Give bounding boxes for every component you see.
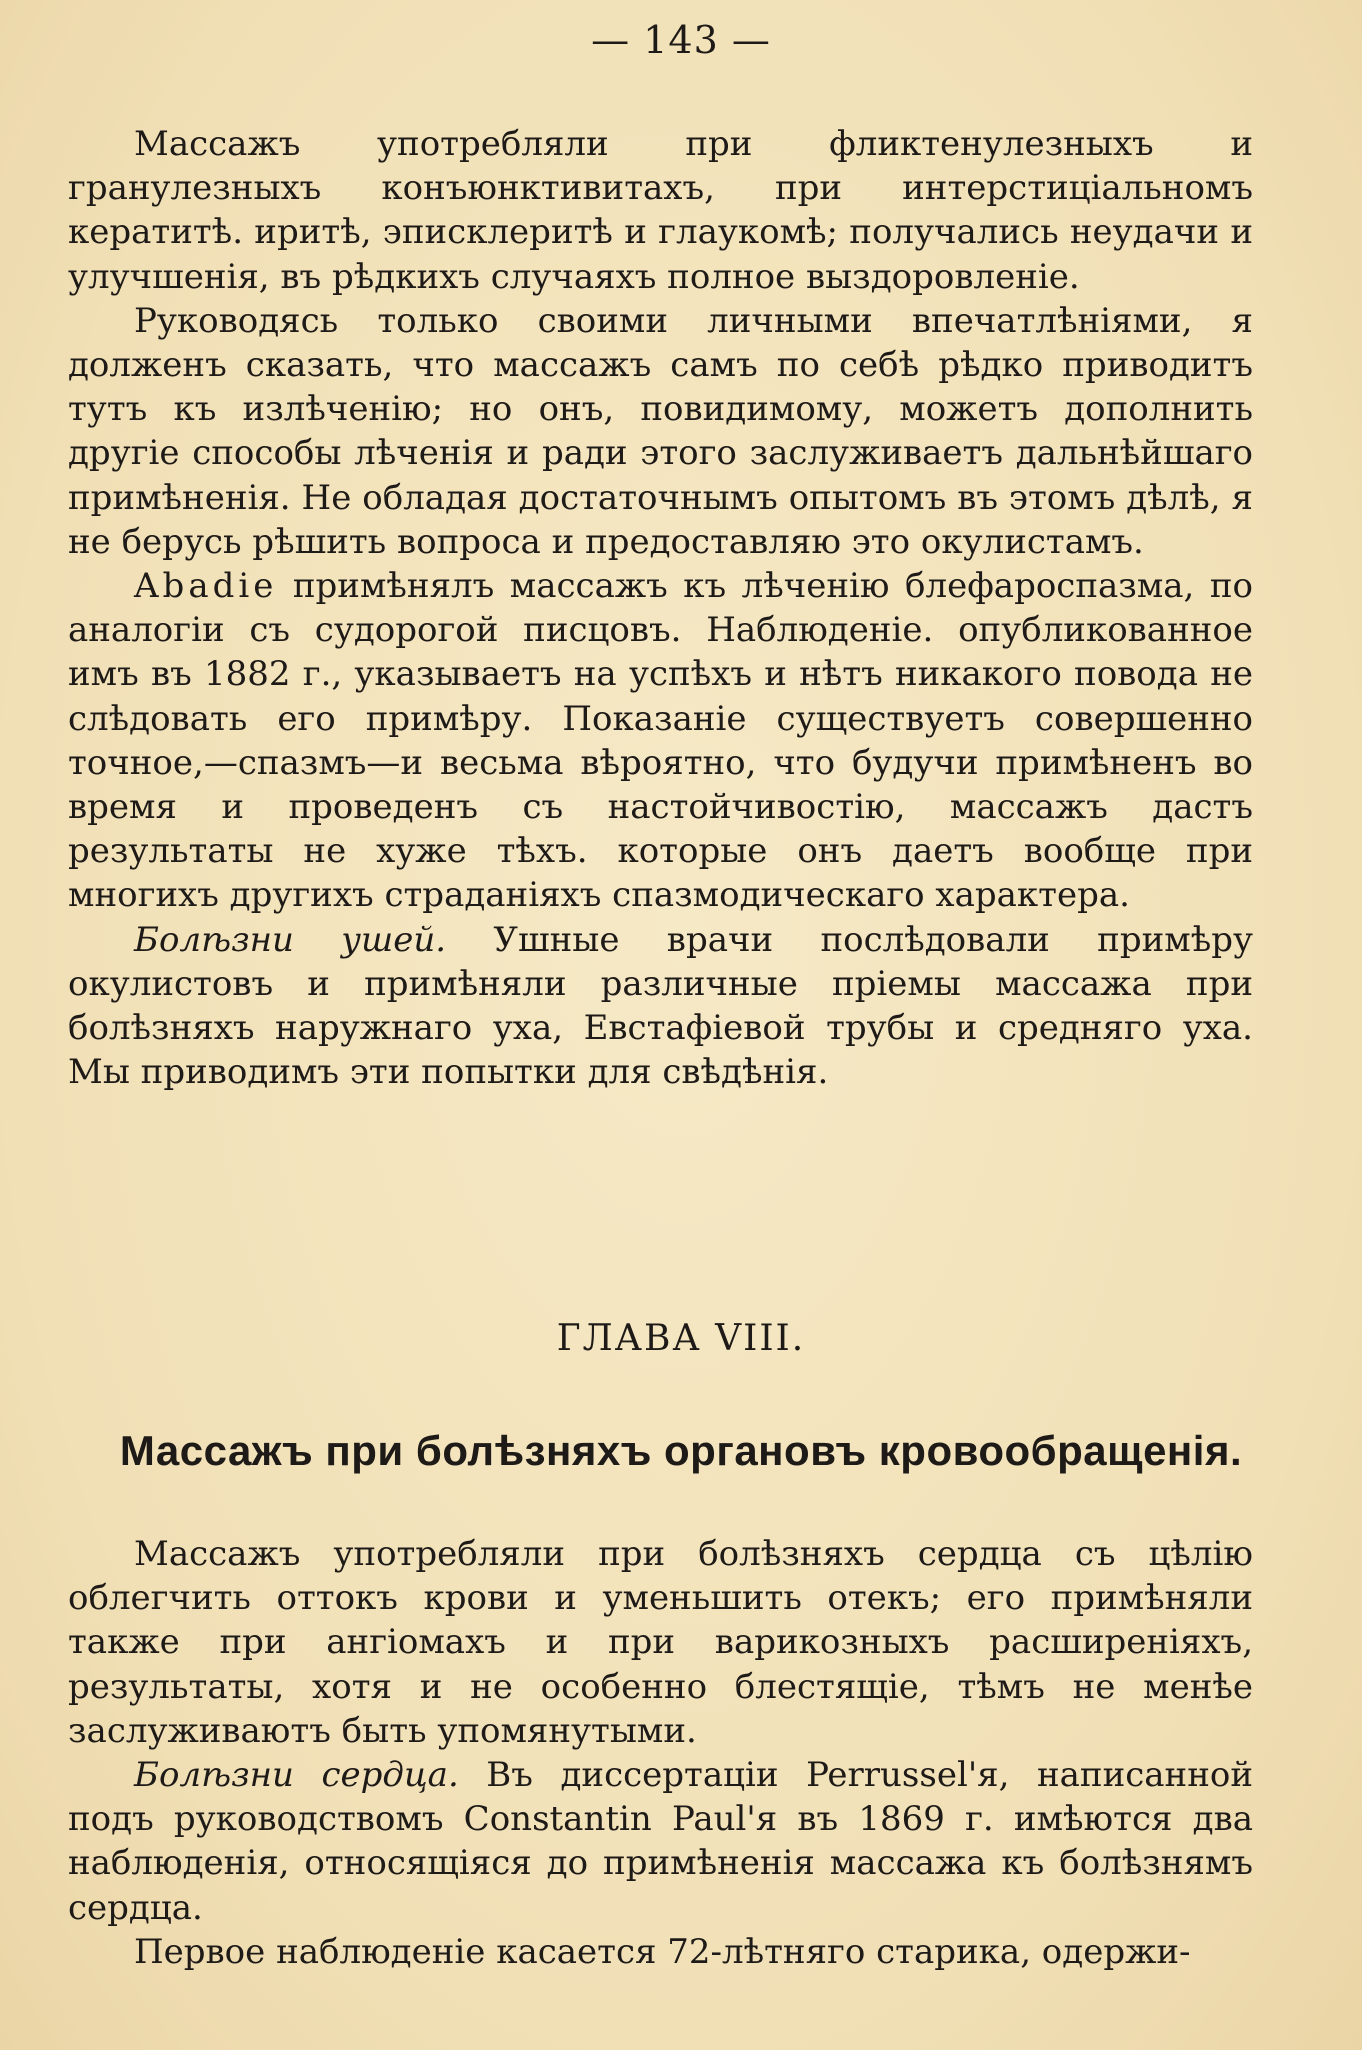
paragraph-text: Первое наблюденіе касается 72-лѣтняго старика, одержи-	[134, 1931, 1191, 1972]
chapter-label: ГЛАВА VIII.	[556, 1318, 806, 1359]
paragraph-massage-eye-diseases	[68, 122, 1253, 299]
paragraph-text: Въ диссертаціи Perrussel'я, написанной подъ руководствомъ Constantin Paul'я въ 1869 г. имѣются два наблюденія, относящіяся до примѣненія массажа къ болѣзнямъ сердца.	[68, 1755, 1253, 1928]
paragraph-ear-diseases	[68, 918, 1253, 1095]
paragraph-text: Массажъ употребляли при болѣзняхъ сердца съ цѣлію облегчить оттокъ крови и уменьшить отекъ; его примѣняли также при ангіомахъ и при варикозныхъ расширеніяхъ, результаты, хотя и не особенно блестящіе, тѣмъ не менѣе заслуживаютъ быть упомянутыми.	[68, 1534, 1253, 1751]
paragraph-text: примѣнялъ массажъ къ лѣченію блефароспазма, по аналогіи съ судорогой писцовъ. Наблюденіе. опубликованное имъ въ 1882 г., указываетъ на успѣхъ и нѣтъ никакого повода не слѣдовать его примѣру. Показаніе существуетъ совершенно точное,—спазмъ—и весьма вѣроятно, что будучи примѣненъ во время и проведенъ съ настойчивостію, массажъ дастъ результаты не хуже тѣхъ. которые онъ даетъ вообще при многихъ другихъ страданіяхъ спазмодическаго характера.	[68, 566, 1253, 916]
paragraph-blepharospasm	[68, 564, 1253, 918]
paragraph-lead-italic: Болѣзни сердца.	[134, 1755, 459, 1796]
author-name-abadie: Abadie	[134, 566, 278, 607]
paragraph-text: Руководясь только своими личными впечатлѣніями, я долженъ сказать, что массажъ самъ по себѣ рѣдко приводитъ тутъ къ излѣченію; но онъ, повидимому, можетъ дополнить другіе способы лѣченія и ради этого заслуживаетъ дальнѣйшаго примѣненія. Не обладая достаточнымъ опытомъ въ этомъ дѣлѣ, я не берусь рѣшить вопроса и предоставляю это окулистамъ.	[68, 300, 1253, 562]
paragraph-heart-intro	[68, 1532, 1253, 1753]
paragraph-text: Массажъ употребляли при фликтенулезныхъ и гранулезныхъ конъюнктивитахъ, при интерстиціальномъ кератитѣ. иритѣ, эписклеритѣ и глаукомѣ; получались неудачи и улучшенія, въ рѣдкихъ случаяхъ полное выздоровленіе.	[68, 124, 1253, 297]
paragraph-lead-italic: Болѣзни ушей.	[134, 919, 447, 960]
paragraph-author-opinion	[68, 299, 1253, 564]
paragraph-first-observation	[68, 1930, 1253, 1974]
section-circulation-text	[68, 1532, 1253, 1974]
chapter-title: Массажъ при болѣзняхъ органовъ кровообращенія.	[119, 1427, 1243, 1474]
page-number: — 143 —	[591, 18, 771, 62]
section-ophthalmology-text	[68, 122, 1253, 1094]
paragraph-text: Ушные врачи послѣдовали примѣру окулистовъ и примѣняли различные пріемы массажа при болѣзняхъ наружнаго уха, Евстафіевой трубы и средняго уха. Мы приводимъ эти попытки для свѣдѣнія.	[68, 919, 1253, 1093]
paragraph-heart-diseases	[68, 1753, 1253, 1930]
